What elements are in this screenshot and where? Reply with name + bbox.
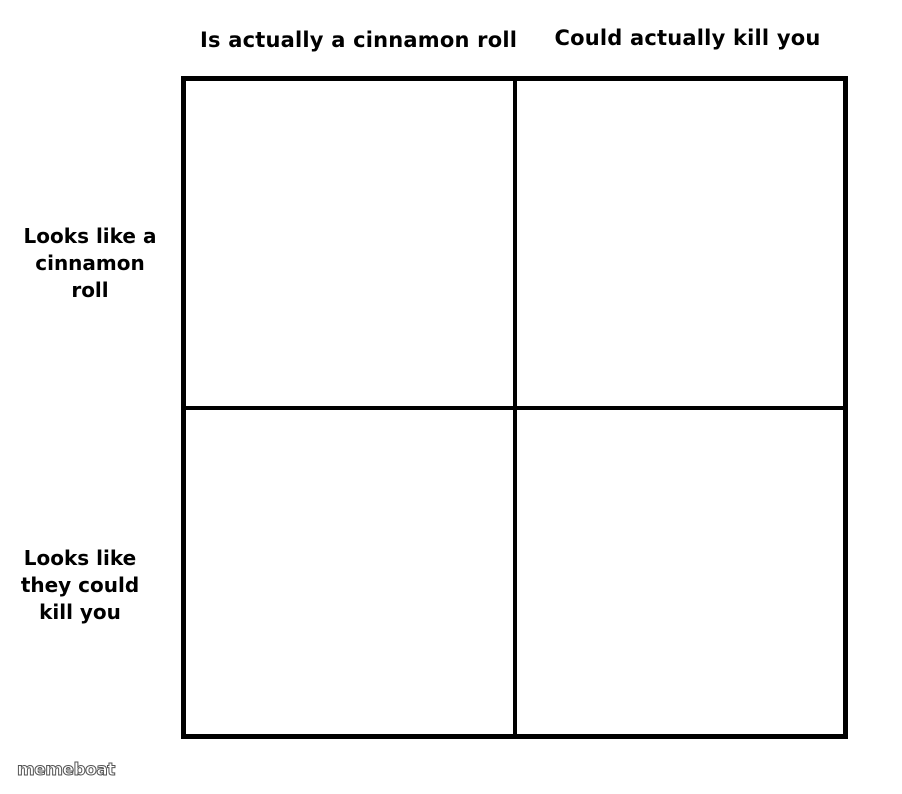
watermark-logo: memeboat xyxy=(17,760,115,780)
cell-top-left xyxy=(186,81,515,408)
row-label-looks-could-kill: Looks like they could kill you xyxy=(20,546,140,624)
cell-bottom-left xyxy=(186,408,515,735)
column-label-cinnamon-roll: Is actually a cinnamon roll xyxy=(200,28,518,52)
row-label-looks-cinnamon-roll: Looks like a cinnamon roll xyxy=(23,224,157,302)
column-label-could-kill-you: Could actually kill you xyxy=(554,26,821,50)
cell-top-right xyxy=(515,81,844,408)
cell-bottom-right xyxy=(515,408,844,735)
alignment-chart-grid xyxy=(181,76,848,739)
